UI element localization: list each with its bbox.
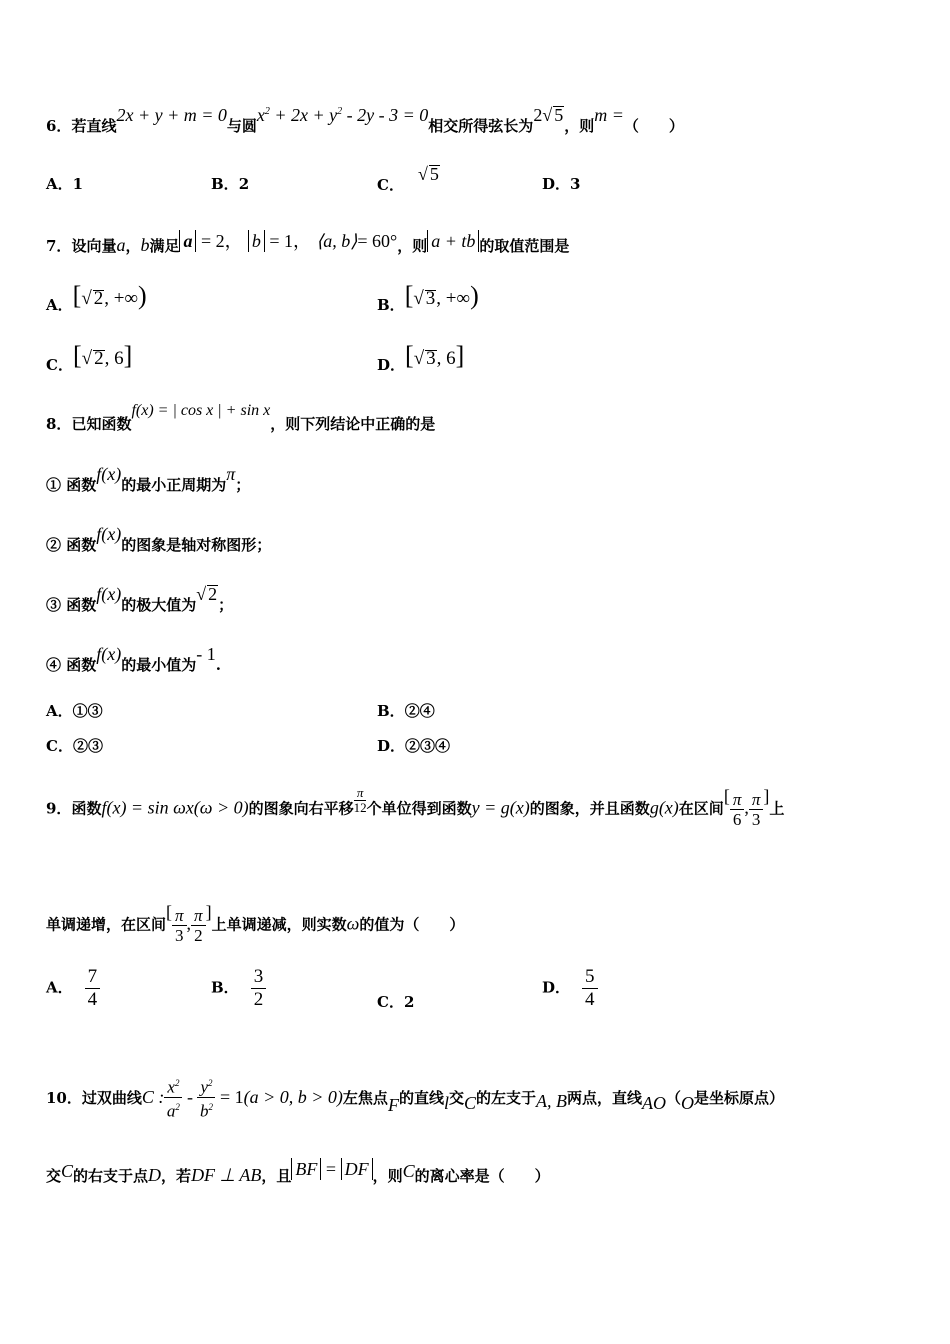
chord-length: 2√ 5 xyxy=(533,105,564,125)
option-c[interactable]: C．2 xyxy=(377,993,415,1011)
q9-stem-line2: 单调递增，在区间[ $\frac{\pi}{3}$ , $\frac{\pi}{2}$ ]上单调递减，则实数ω的值为（ ） xyxy=(46,901,465,945)
option-a[interactable]: A．1 xyxy=(46,175,84,193)
abs-b: b = 1， xyxy=(248,231,311,251)
option-b[interactable]: B． $\frac{3}{2}$ xyxy=(211,966,266,1011)
q8-stem: 8．已知函数f(x) = | cos x | + sin x，则下列结论中正确的是 xyxy=(46,402,436,433)
option-c[interactable]: C．[√ 2, 6] xyxy=(46,341,133,374)
statement-3: ③ 函数f(x)的极大值为√ 2； xyxy=(46,584,234,614)
function-def: f(x) = | cos x | + sin x xyxy=(131,402,271,419)
abs-a: a = 2， xyxy=(179,231,242,251)
line-equation: 2x + y + m = 0 xyxy=(116,105,227,125)
fraction: $\frac{\pi}{12}$ xyxy=(353,785,367,815)
q10-stem: 10．过双曲线C : $\frac{x^2}{a^2}$ - $\frac{y^2}{b^2}$ = 1(a > 0, b > 0)左焦点F的直线l交C的左支于A, B两点，直线AO（O是坐标原点） xyxy=(46,1078,784,1120)
question-number: 6． xyxy=(46,117,72,135)
statement-2: ② 函数f(x)的图象是轴对称图形； xyxy=(46,524,272,554)
option-a[interactable]: A．[√ 2, +∞) xyxy=(46,281,147,314)
q9-stem: 9．函数f(x) = sin ωx(ω > 0)的图象向右平移 $\frac{\pi}{12}$ 个单位得到函数y = g(x)的图象，并且函数g(x)在区间[ $\frac{\pi}{6}$ , $\frac{\pi}{3}$ ]上 xyxy=(46,785,785,829)
question-number: 8． xyxy=(46,415,72,433)
option-d[interactable]: D．3 xyxy=(542,175,581,193)
option-c[interactable]: C．②③ xyxy=(46,737,103,755)
option-b[interactable]: B．[√ 3, +∞) xyxy=(377,281,479,314)
option-b[interactable]: B．②④ xyxy=(377,702,435,720)
statement-1: ① 函数f(x)的最小正周期为π； xyxy=(46,464,251,494)
question-number: 9． xyxy=(46,799,72,818)
option-c[interactable]: C．√ 5 xyxy=(377,164,439,194)
option-a[interactable]: A．①③ xyxy=(46,702,103,720)
q10-stem-line2: 交C的右支于点D，若DF ⊥ AB，且 BF = DF ，则C的离心率是（ ） xyxy=(46,1159,550,1185)
angle-ab: ⟨a, b⟩= 60° xyxy=(316,231,398,251)
option-d[interactable]: D．②③④ xyxy=(377,737,451,755)
option-d[interactable]: D． $\frac{5}{4}$ xyxy=(542,966,598,1011)
question-number: 10． xyxy=(46,1089,82,1108)
option-b[interactable]: B．2 xyxy=(211,175,250,193)
option-d[interactable]: D．[√ 3, 6] xyxy=(377,341,465,374)
q7-stem: 7．设向量a，b满足 a = 2， b = 1， ⟨a, b⟩= 60°，则 a + tb 的取值范围是 xyxy=(46,231,570,255)
circle-equation: $x^2 + 2x + y^2 - 2y - 3 = 0$ xyxy=(256,105,429,125)
question-number: 7． xyxy=(46,237,72,255)
option-a[interactable]: A． $\frac{7}{4}$ xyxy=(46,966,100,1011)
statement-4: ④ 函数f(x)的最小值为- 1. xyxy=(46,644,221,674)
q6-stem: 6．若直线2x + y + m = 0与圆$x^2 + 2x + y^2 - 2y - 3 = 0$相交所得弦长为2√ 5，则m =（ ） xyxy=(46,105,684,135)
